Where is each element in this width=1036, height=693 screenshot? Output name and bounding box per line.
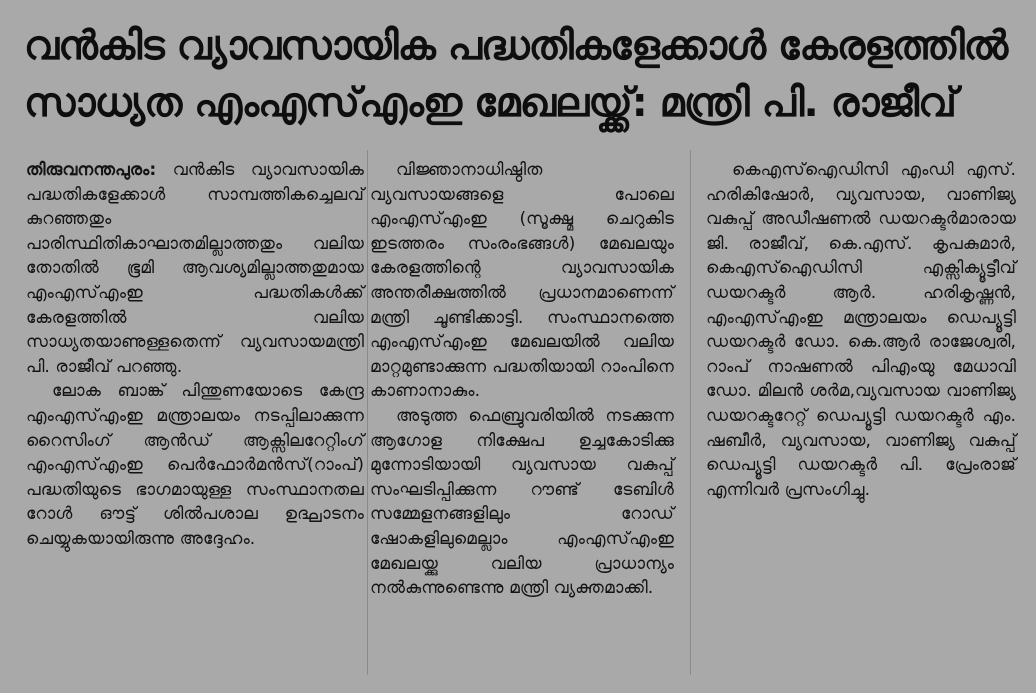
article-paragraph: കെഎസ്ഐഡിസി എംഡി എസ്. ഹരികിഷോർ, വ്യവസായ, വാണിജ്യ വകുപ്പ് അഡീഷണൽ ഡയറക്ടർമാരായ ജി. രാജീവ്, കെ.എസ്. കൃപകുമാർ, കെഎസ്ഐഡിസി എക്സിക്യൂട്ടീവ് ഡയറക്ടർ ആർ. ഹരികൃഷ്ണൻ, എംഎസ്എംഇ മന്ത്രാലയം ഡെപ്യൂട്ടി ഡയറക്ടർ ഡോ. കെ.ആർ രാജേശ്വരി, റാംപ് നാഷണൽ പിഎംയു മേധാവി ഡോ. മിലൻ ശർമ,വ്യവസായ വാണിജ്യ ഡയറക്ടറേറ്റ് ഡെപ്യൂട്ടി ഡയറക്ടർ എം. ഷബീർ, വ്യവസായ, വാണിജ്യ വകുപ്പ് ഡെപ്യൂട്ടി ഡയറക്ടർ പി. പ്രേംരാജ് എന്നിവർ പ്രസംഗിച്ചു. [706,160,1016,500]
column-divider [690,150,691,675]
article-column-2 [370,158,674,601]
headline-line-1: വൻകിട വ്യാവസായിക പദ്ധതികളേക്കാൾ കേരളത്തിൽ [24,23,1008,69]
article-paragraph: വിജ്ഞാനാധിഷ്ഠിത വ്യവസായങ്ങളെ പോലെ എംഎസ്എംഇ (സൂക്ഷ്മ ചെറുകിട ഇടത്തരം സംരംഭങ്ങൾ) മേഖലയും കേരളത്തിന്റെ വ്യാവസായിക അന്തരീക്ഷത്തിൽ പ്രധാനമാണെന്ന് മന്ത്രി ചൂണ്ടിക്കാട്ടി. സംസ്ഥാനത്തെ എംഎസ്എംഇ മേഖലയിൽ വലിയ മാറ്റമുണ്ടാക്കുന്ന പദ്ധതിയായി റാംപിനെ കാണാനാകും. [370,160,674,402]
article-paragraph [26,158,364,379]
article-paragraph: ലോക ബാങ്ക് പിന്തുണയോടെ കേന്ദ്ര എംഎസ്എംഇ മന്ത്രാലയം നടപ്പിലാക്കുന്ന റൈസിംഗ് ആൻഡ് ആക്സിലറേറ്റിംഗ് എംഎസ്എംഇ പെർഫോർമൻസ്(റാംപ്) പദ്ധതിയുടെ ഭാഗമായുള്ള സംസ്ഥാനതല റോൾ ഔട്ട് ശിൽപശാല ഉദ്ഘാടനം ചെയ്യുകയായിരുന്നു അദ്ദേഹം. [26,381,364,549]
headline-line-2: സാധ്യത എംഎസ്എംഇ മേഖലയ്ക്ക്: മന്ത്രി പി. രാജീവ് [24,80,956,126]
column-divider [367,150,368,675]
paragraph-text: വൻകിട വ്യാവസായിക പദ്ധതികളേക്കാൾ സാമ്പത്തികച്ചെലവ് കുറഞ്ഞതും പാരിസ്ഥിതികാഘാതമില്ലാത്തതും വലിയ തോതിൽ ഭൂമി ആവശ്യമില്ലാത്തതുമായ എംഎസ്എംഇ പദ്ധതികൾക്ക് കേരളത്തിൽ വലിയ സാധ്യതയാണുള്ളതെന്ന് വ്യവസായമന്ത്രി പി. രാജീവ് പറഞ്ഞു. [26,160,364,377]
article-paragraph: അടുത്ത ഫെബ്രുവരിയിൽ നടക്കുന്ന ആഗോള നിക്ഷേപ ഉച്ചകോടിക്കു മുന്നോടിയായി വ്യവസായ വകുപ്പ് സംഘടിപ്പിക്കുന്ന റൗണ്ട് ടേബിൾ സമ്മേളനങ്ങളിലും റോഡ് ഷോകളിലുമെല്ലാം എംഎസ്എംഇ മേഖലയ്ക്കു വലിയ പ്രാധാന്യം നൽകുന്നുണ്ടെന്നു മന്ത്രി വ്യക്തമാക്കി. [370,405,674,599]
article-column-3 [706,158,1016,502]
article-column-1 [26,158,364,552]
headline [24,18,1014,132]
dateline: തിരുവനന്തപുരം: [26,160,157,180]
